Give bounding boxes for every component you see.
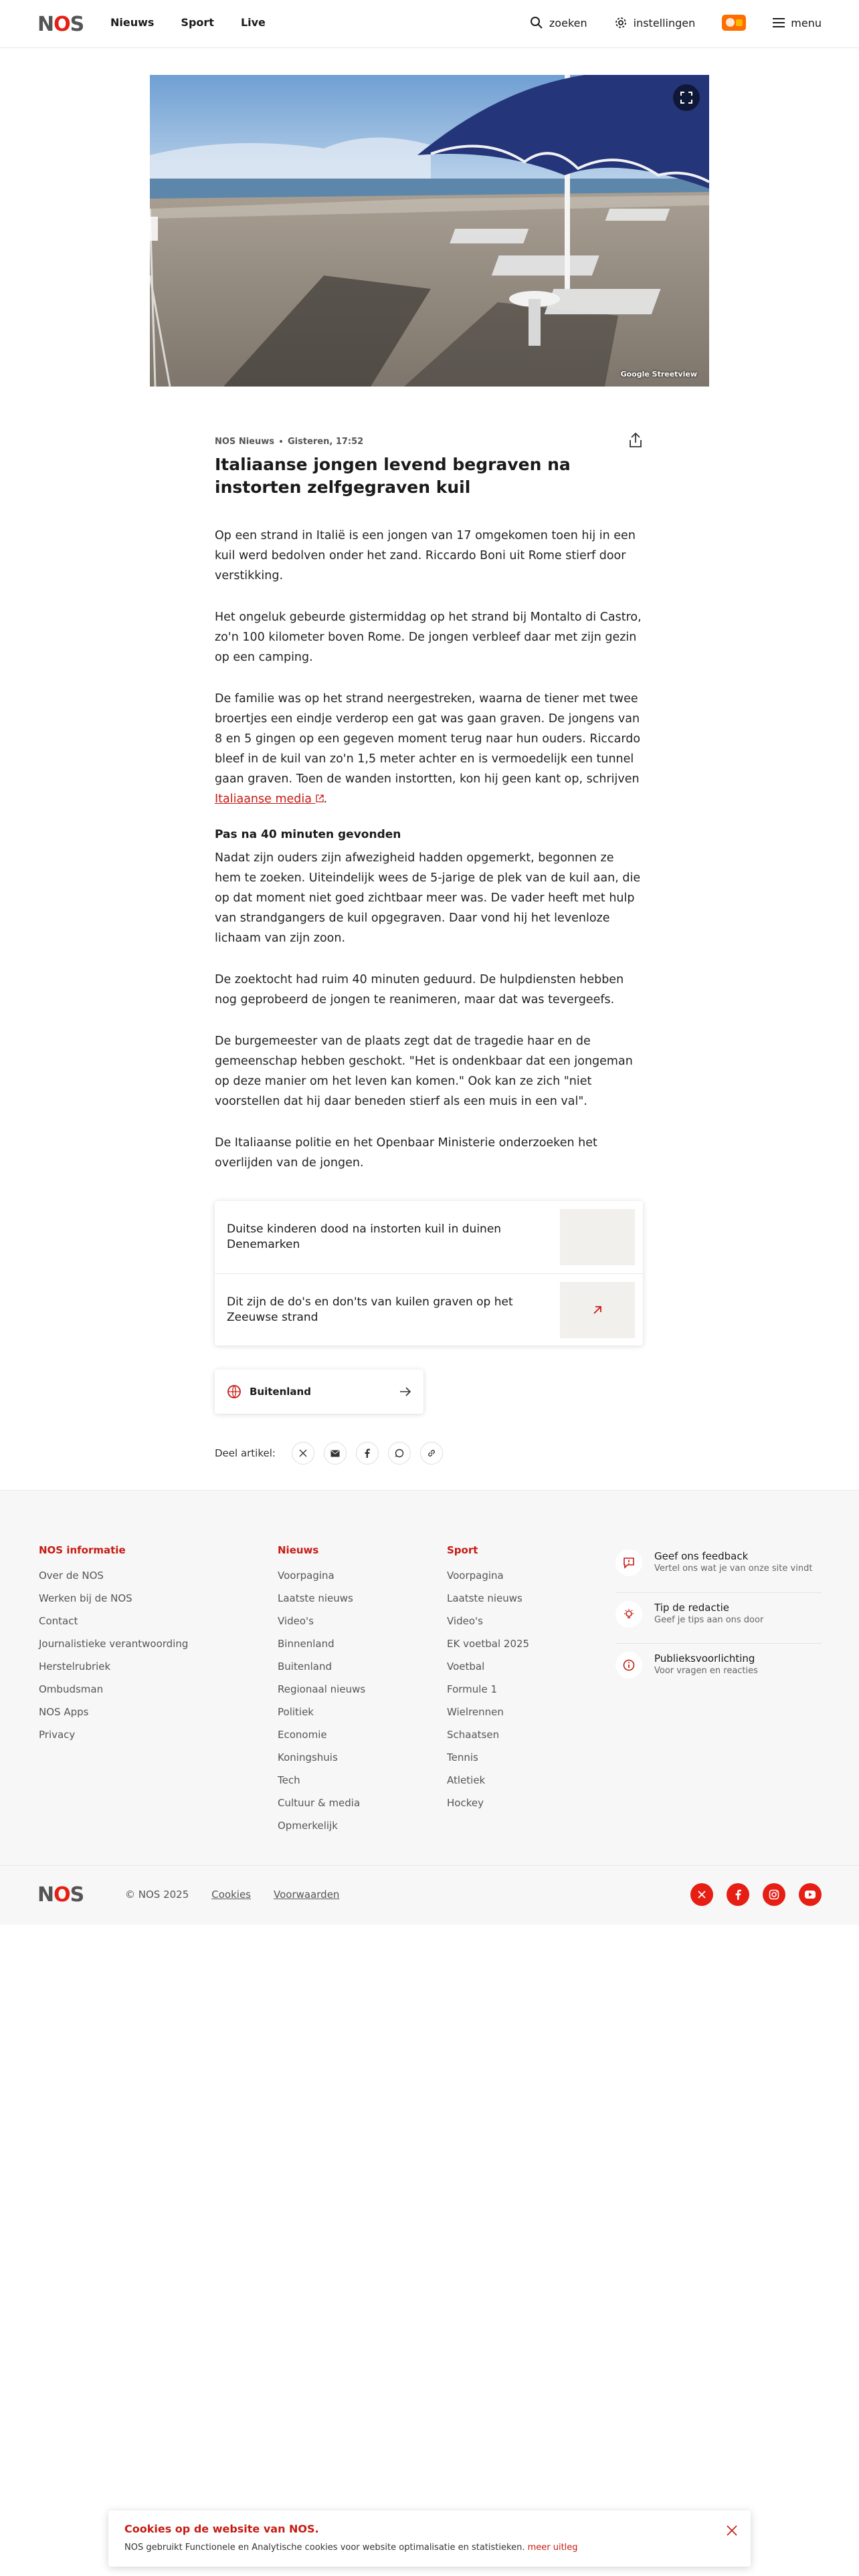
footer-link[interactable]: Voetbal: [447, 1660, 485, 1673]
youtube-icon: [804, 1890, 816, 1899]
paragraph-4: Nadat zijn ouders zijn afwezigheid hadden opgemerkt, begonnen ze hem te zoeken. Uiteindelijk wees de 5-jarige de plek van de kuil aan, die op dat moment niet goed zichtbaar meer was. De vader heeft met hulp van strandgangers de kuil opgegraven. Daar vond hij het levenloze lichaam van zijn zoon.: [215, 851, 641, 945]
arrow-up-right-icon: [592, 1305, 603, 1315]
nos-logo[interactable]: [37, 12, 84, 36]
footer-link[interactable]: Voorpagina: [278, 1570, 335, 1582]
italian-media-link[interactable]: Italiaanse media: [215, 792, 324, 806]
x-icon: [299, 1449, 307, 1457]
footer-link[interactable]: Opmerkelijk: [278, 1820, 338, 1832]
settings-button[interactable]: [614, 16, 696, 29]
hamburger-icon: [773, 17, 785, 28]
mail-icon: [330, 1450, 340, 1457]
related-thumbnail: [560, 1209, 635, 1265]
cookie-banner: [108, 2510, 751, 2567]
tip-text: [654, 1601, 763, 1626]
share-row: [215, 1442, 443, 1465]
settings-label: instellingen: [633, 16, 696, 29]
cookies-link[interactable]: Cookies: [211, 1889, 251, 1901]
main-nav: [110, 16, 266, 29]
footer-link[interactable]: Over de NOS: [39, 1570, 104, 1582]
footer-logo-text: NOS: [37, 1883, 84, 1907]
external-link-icon: [316, 794, 324, 802]
footer-nos-logo[interactable]: [37, 1883, 84, 1907]
footer-link[interactable]: Schaatsen: [447, 1729, 500, 1741]
cookie-close-button[interactable]: [723, 2521, 741, 2540]
nav-live[interactable]: Live: [240, 16, 266, 29]
tip-sub: Geef je tips aan ons door: [654, 1615, 764, 1625]
article-title: Italiaanse jongen levend begraven na instorten zelfgegraven kuil: [215, 455, 571, 497]
related-articles: [215, 1201, 643, 1346]
feedback-text: [654, 1549, 812, 1574]
terms-link[interactable]: Voorwaarden: [274, 1889, 340, 1901]
public-info-sub: Voor vragen en reacties: [654, 1666, 758, 1676]
public-info-text: [654, 1652, 758, 1677]
paragraph-1: Op een strand in Italië is een jongen van 17 omgekomen toen hij in een kuil werd bedolven onder het zand. Riccardo Boni uit Rome stierf door verstikking.: [215, 529, 636, 582]
footer-link[interactable]: Formule 1: [447, 1683, 497, 1695]
footer-link[interactable]: Economie: [278, 1729, 327, 1741]
tip-title: Tip de redactie: [654, 1602, 729, 1614]
paragraph-7: De Italiaanse politie en het Openbaar Ministerie onderzoeken het overlijden van de jongen.: [215, 1136, 597, 1170]
site-header: [0, 0, 859, 48]
footer-link[interactable]: Herstelrubriek: [39, 1660, 111, 1673]
footer-col-nos-info: [39, 1544, 188, 1746]
info-icon: [623, 1659, 635, 1671]
gear-icon: [614, 16, 628, 29]
paragraph-3: De familie was op het strand neergestreken, waarna de tiener met twee broertjes een eindje verderop een gat was gaan graven. De jongens van 8 en 5 gingen op een gegeven moment terug naar hun ouders. Riccardo bleef in de kuil van zo'n 1,5 meter achter en is vermoedelijk een tunnel gaan graven. Toen de wanden instortten, kon hij geen kant op, schrijven Italiaanse media .: [215, 692, 641, 806]
copyright: © NOS 2025: [125, 1889, 189, 1901]
close-icon: [726, 2525, 738, 2537]
article-subheading: Pas na 40 minuten gevonden: [215, 828, 401, 841]
paragraph-2: Het ongeluk gebeurde gistermiddag op het strand bij Montalto di Castro, zo'n 100 kilometer boven Rome. De jongen verbleef daar met zijn gezin op een camping.: [215, 611, 642, 664]
footer-link[interactable]: Journalistieke verantwoording: [39, 1638, 189, 1650]
tag-label: Buitenland: [250, 1386, 311, 1398]
feedback-icon-wrap: [615, 1549, 642, 1576]
instagram-icon: [769, 1889, 779, 1900]
tag-left: [227, 1384, 311, 1399]
share-x-button[interactable]: [292, 1442, 314, 1465]
share-icon: [628, 432, 643, 448]
lightbulb-icon: [623, 1608, 635, 1620]
footer-col-title: Sport: [447, 1544, 478, 1556]
footer-link[interactable]: Werken bij de NOS: [39, 1592, 132, 1604]
menu-button[interactable]: [773, 17, 822, 29]
footer-link[interactable]: Tennis: [447, 1751, 478, 1763]
footer-legal: [125, 1889, 339, 1901]
expand-icon: [680, 92, 692, 104]
arrow-right-icon: [399, 1387, 411, 1396]
search-button[interactable]: [530, 16, 587, 29]
related-article-1[interactable]: [215, 1201, 643, 1273]
share-email-button[interactable]: [324, 1442, 347, 1465]
paragraph-5: De zoektocht had ruim 40 minuten geduurd. De hulpdiensten hebben nog geprobeerd de jongen te reanimeren, maar dat was tevergeefs.: [215, 973, 624, 1006]
info-icon-wrap: [615, 1652, 642, 1679]
whatsapp-icon: [395, 1448, 404, 1458]
hero-streetview-image[interactable]: [150, 75, 709, 387]
nav-nieuws[interactable]: Nieuws: [110, 16, 155, 29]
footer-link[interactable]: Voorpagina: [447, 1570, 504, 1582]
article: [215, 428, 643, 1194]
carousel-prev-handle[interactable]: [150, 217, 158, 241]
social-youtube-button[interactable]: [799, 1883, 822, 1906]
menu-label: menu: [791, 16, 822, 29]
share-facebook-button[interactable]: [356, 1442, 379, 1465]
x-icon: [697, 1890, 706, 1899]
footer-link[interactable]: Laatste nieuws: [278, 1592, 353, 1604]
tip-link[interactable]: [615, 1592, 822, 1643]
share-copy-link-button[interactable]: [420, 1442, 443, 1465]
search-label: zoeken: [549, 16, 587, 29]
share-whatsapp-button[interactable]: [388, 1442, 411, 1465]
footer-link[interactable]: Wielrennen: [447, 1706, 504, 1718]
footer-contact-list: [615, 1541, 822, 1694]
article-body: [215, 526, 643, 1173]
footer-col-sport: [447, 1544, 529, 1814]
footer-col-nieuws: [278, 1544, 365, 1837]
footer-link[interactable]: Regionaal nieuws: [278, 1683, 366, 1695]
globe-icon: [227, 1384, 242, 1399]
topic-tag-buitenland[interactable]: [215, 1370, 423, 1414]
article-meta: [215, 428, 643, 455]
site-footer: [0, 1490, 859, 1925]
footer-link[interactable]: Video's: [278, 1615, 314, 1627]
social-links: [690, 1883, 822, 1906]
facebook-icon: [735, 1889, 741, 1900]
related-title: Duitse kinderen dood na instorten kuil in duinen Denemarken: [227, 1222, 502, 1251]
cookie-text: NOS gebruikt Functionele en Analytische cookies voor website optimalisatie en statistieken. meer uitleg: [124, 2543, 578, 2553]
footer-link[interactable]: Contact: [39, 1615, 78, 1627]
footer-link[interactable]: Binnenland: [278, 1638, 335, 1650]
feedback-link[interactable]: [615, 1541, 822, 1592]
footer-link[interactable]: Laatste nieuws: [447, 1592, 522, 1604]
footer-link[interactable]: Tech: [278, 1774, 300, 1786]
nos-logo-text: NOS: [37, 12, 84, 36]
footer-link[interactable]: Atletiek: [447, 1774, 486, 1786]
footer-link[interactable]: Video's: [447, 1615, 483, 1627]
related-thumbnail: [560, 1282, 635, 1338]
footer-link[interactable]: Ombudsman: [39, 1683, 104, 1695]
footer-col-title: Nieuws: [278, 1544, 319, 1556]
paragraph-6: De burgemeester van de plaats zegt dat de tragedie haar en de gemeenschap hebben geschokt. "Het is ondenkbaar dat een jongeman op deze manier om het leven kan komen." Ook kan ze zich "niet voorstellen dat hij daar beneden stierf als een muis in een val".: [215, 1035, 633, 1108]
footer-link[interactable]: Hockey: [447, 1797, 484, 1809]
footer-link[interactable]: Privacy: [39, 1729, 76, 1741]
social-instagram-button[interactable]: [763, 1883, 785, 1906]
nav-sport[interactable]: Sport: [181, 16, 214, 29]
link-icon: [427, 1448, 436, 1458]
search-icon: [530, 16, 543, 29]
social-facebook-button[interactable]: [727, 1883, 749, 1906]
footer-col-title: NOS informatie: [39, 1544, 126, 1556]
share-button[interactable]: [628, 432, 643, 451]
cookie-more-link[interactable]: meer uitleg: [527, 2543, 578, 2553]
related-title: Dit zijn de do's en don'ts van kuilen graven op het Zeeuwse strand: [227, 1295, 513, 1324]
image-credit: Google Streetview: [620, 370, 697, 379]
article-source: NOS Nieuws: [215, 436, 274, 447]
footer-link[interactable]: EK voetbal 2025: [447, 1638, 530, 1650]
article-time: Gisteren, 17:52: [287, 436, 364, 447]
footer-link[interactable]: NOS Apps: [39, 1706, 89, 1718]
share-label: Deel artikel:: [215, 1447, 276, 1459]
npo-logo[interactable]: [722, 15, 746, 31]
feedback-title: Geef ons feedback: [654, 1550, 749, 1562]
public-info-title: Publieksvoorlichting: [654, 1652, 755, 1665]
footer-bottom: [0, 1865, 859, 1925]
feedback-sub: Vertel ons wat je van onze site vindt: [654, 1564, 813, 1574]
footer-link[interactable]: Politiek: [278, 1706, 314, 1718]
facebook-icon: [365, 1448, 370, 1458]
tip-icon-wrap: [615, 1601, 642, 1628]
public-info-link[interactable]: [615, 1643, 822, 1694]
footer-link[interactable]: Koningshuis: [278, 1751, 338, 1763]
fullscreen-button[interactable]: [673, 84, 700, 111]
chat-alert-icon: [623, 1557, 635, 1569]
meta-separator: [280, 440, 282, 443]
footer-link[interactable]: Buitenland: [278, 1660, 332, 1673]
beach-photo: [150, 75, 709, 387]
cookie-title: Cookies op de website van NOS.: [124, 2523, 319, 2535]
footer-link[interactable]: Cultuur & media: [278, 1797, 361, 1809]
social-x-button[interactable]: [690, 1883, 713, 1906]
related-article-2[interactable]: [215, 1273, 643, 1346]
header-actions: [530, 15, 822, 31]
